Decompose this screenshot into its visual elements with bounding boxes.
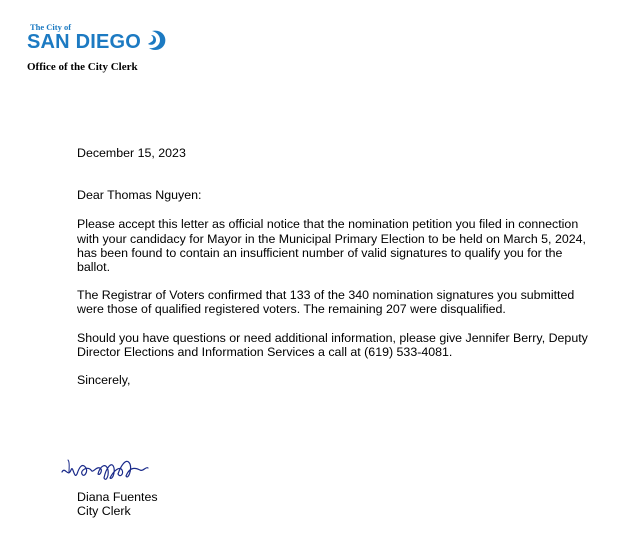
office-title: Office of the City Clerk <box>27 61 138 73</box>
city-logo <box>27 22 167 56</box>
signer-title: City Clerk <box>77 504 131 519</box>
paragraph-registrar: The Registrar of Voters confirmed that 133 of the 340 nomination signatures you submitted were those of qualified registered voters. The remaining 207 were disqualified. <box>77 288 575 317</box>
logo-big-text: SAN DIEGO <box>27 31 142 53</box>
salutation: Dear Thomas Nguyen: <box>77 188 202 203</box>
letter-body <box>77 146 597 387</box>
handwritten-signature <box>60 452 172 492</box>
wave-logo-icon <box>146 28 168 53</box>
paragraph-contact: Should you have questions or need additional information, please give Jennifer Berry, Deputy Director Elections and Information Services a call at (619) 533-4081. <box>77 330 588 359</box>
letter-date: December 15, 2023 <box>77 146 186 160</box>
closing: Sincerely, <box>77 373 131 388</box>
paragraph-notice: Please accept this letter as official notice that the nomination petition you filed in connection with your candidacy for Mayor in the Municipal Primary Election to be held on March 5, 2024, has been found to contain an insufficient number of valid signatures to qualify you for the ballot. <box>77 217 586 275</box>
signer-name: Diana Fuentes <box>77 490 158 504</box>
signer-block <box>77 490 158 518</box>
logo-small-text: The City of <box>30 22 72 32</box>
